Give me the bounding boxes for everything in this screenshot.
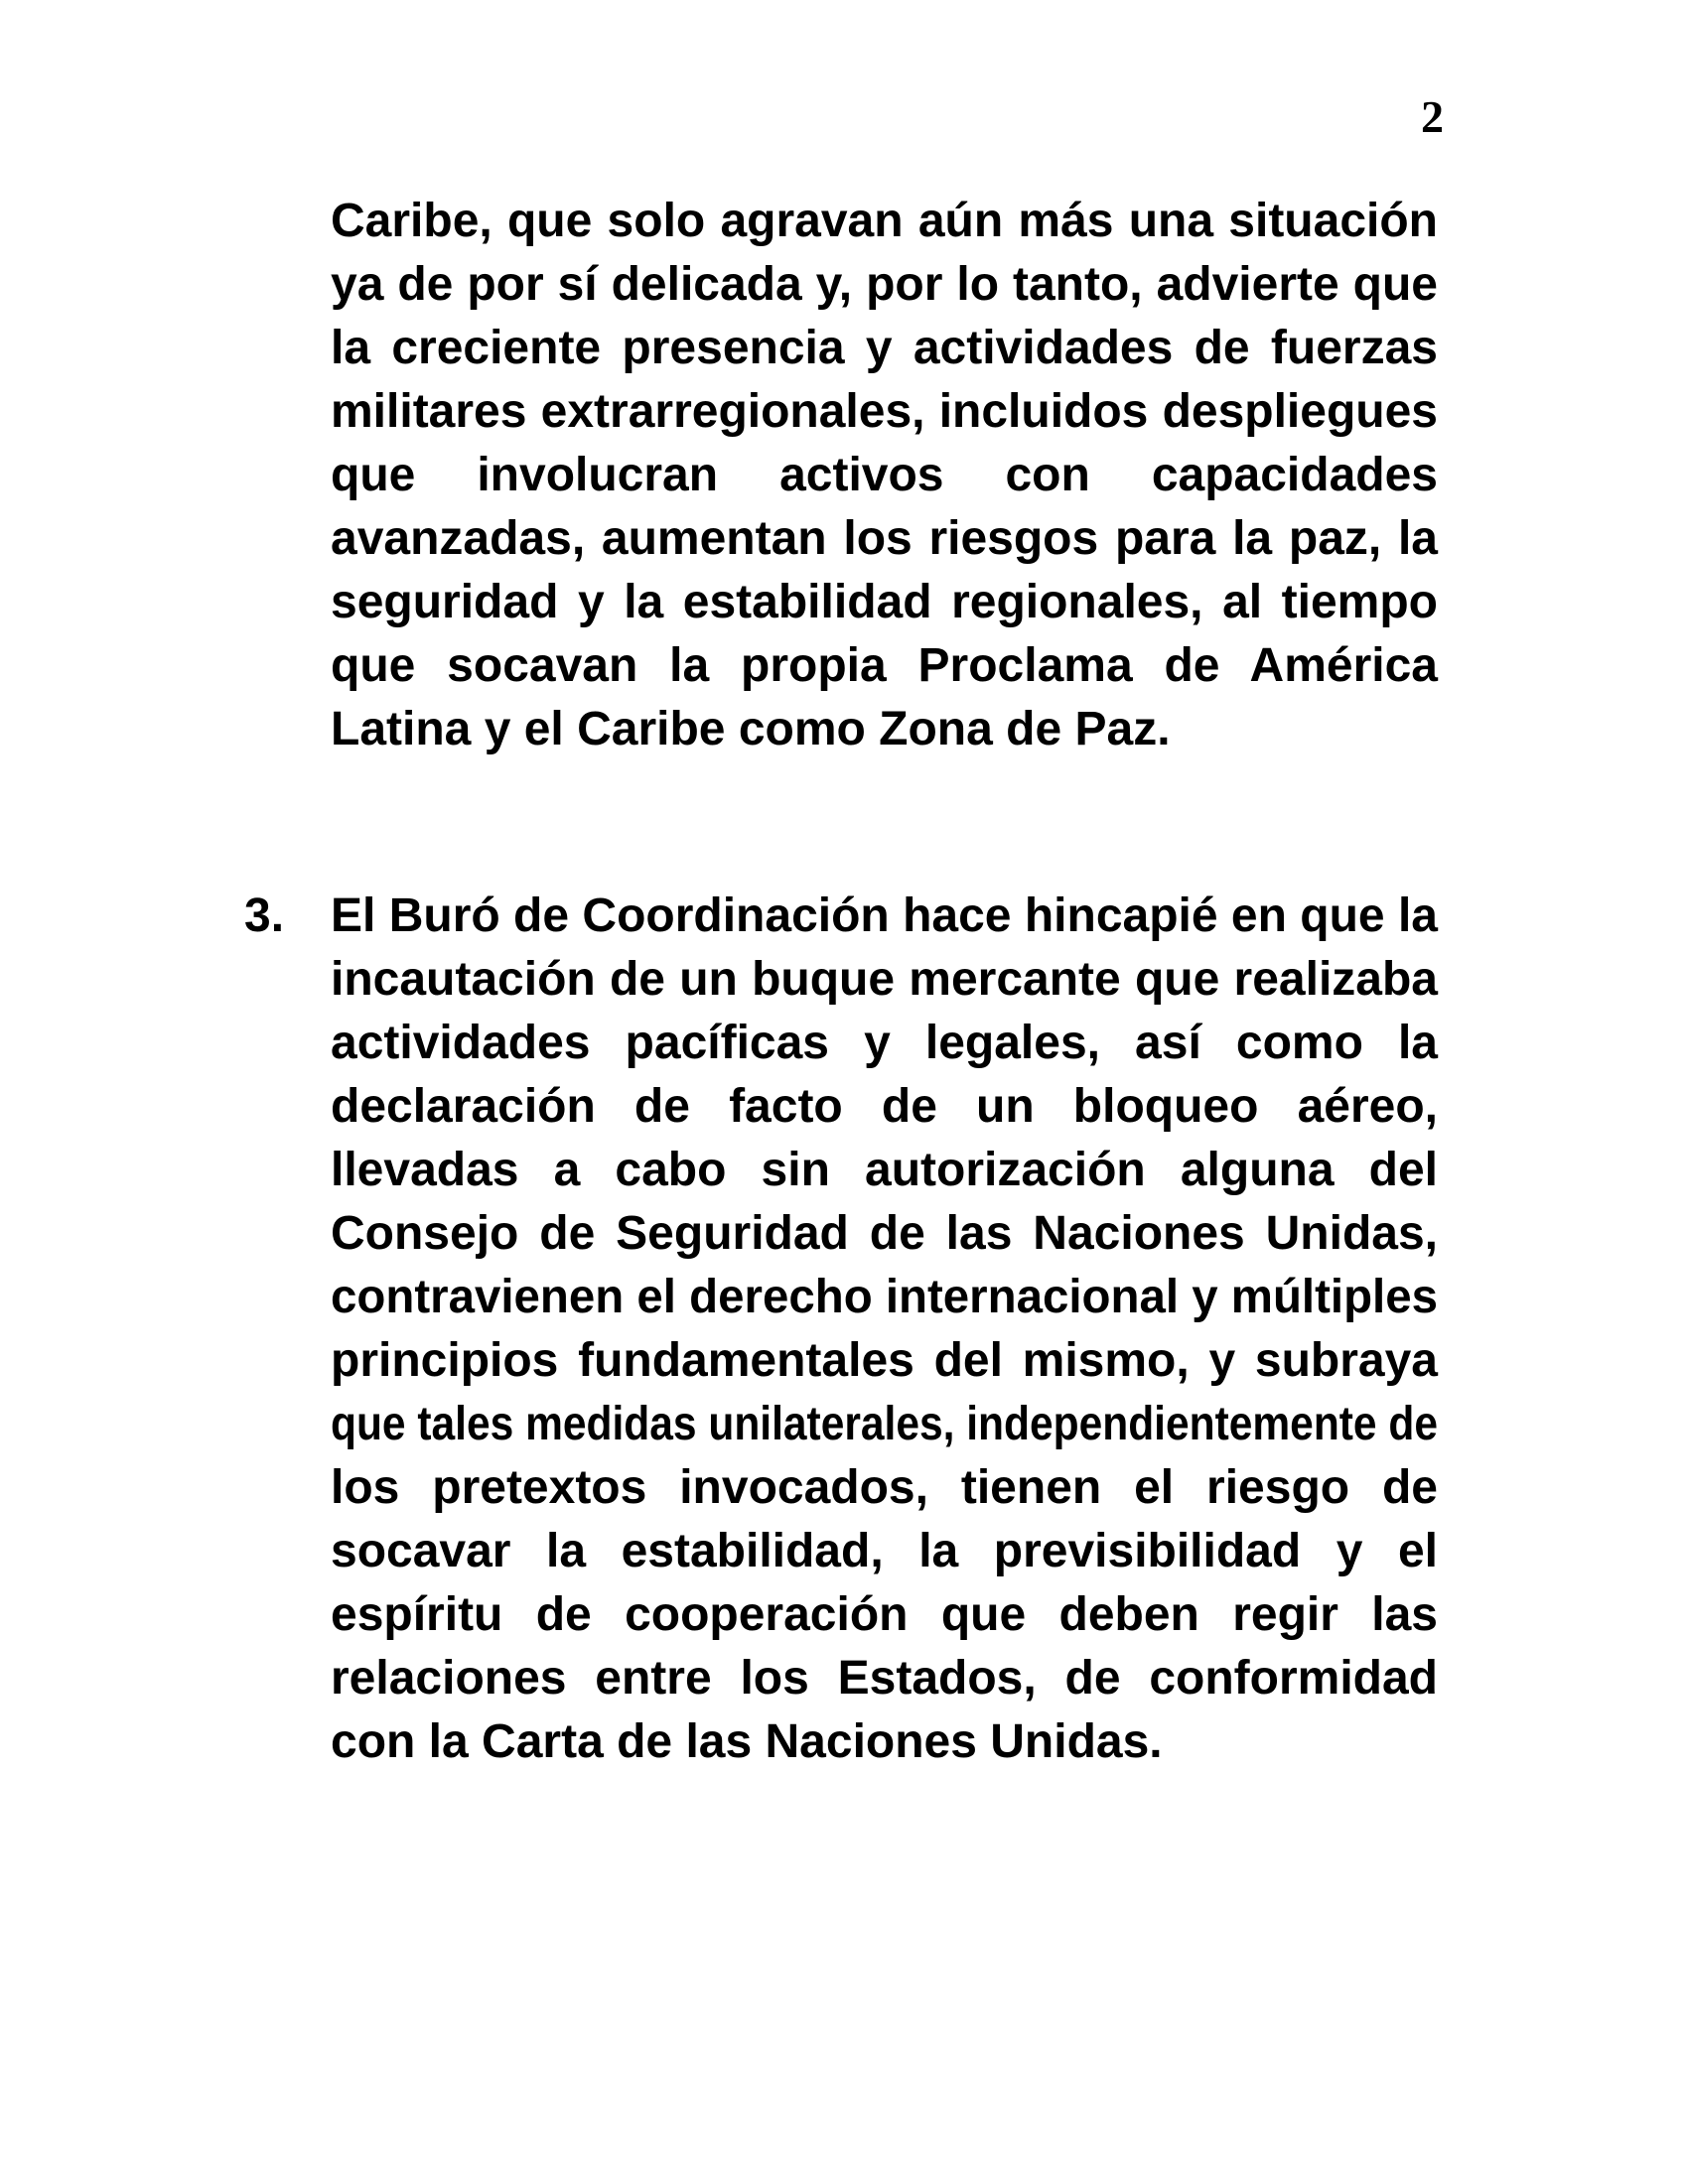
text-line: principios fundamentales del mismo, y subraya [331, 1334, 1438, 1387]
text-line: seguridad y la estabilidad regionales, al tiempo [331, 576, 1438, 628]
text-line: avanzadas, aumentan los riesgos para la paz, la [331, 512, 1438, 565]
text-line: llevadas a cabo sin autorización alguna del [331, 1144, 1438, 1196]
text-line: que involucran activos con capacidades [331, 449, 1438, 501]
page-number: 2 [1421, 91, 1444, 142]
text-line: contravienen el derecho internacional y múltiples [331, 1271, 1438, 1323]
text-line: que tales medidas unilaterales, independientemente de [331, 1398, 1438, 1450]
paragraph-item-3 [331, 885, 1438, 1774]
text-line: Latina y el Caribe como Zona de Paz. [331, 703, 1171, 755]
paragraph-continuation [331, 190, 1438, 761]
text-line: con la Carta de las Naciones Unidas. [331, 1715, 1163, 1768]
text-line: Caribe, que solo agravan aún más una situación [331, 195, 1438, 247]
text-line: espíritu de cooperación que deben regir las [331, 1588, 1438, 1641]
text-line: socavar la estabilidad, la previsibilidad y el [331, 1525, 1438, 1577]
text-line: que socavan la propia Proclama de América [331, 639, 1438, 692]
text-line: Consejo de Seguridad de las Naciones Unidas, [331, 1207, 1438, 1260]
text-line: El Buró de Coordinación hace hincapié en que la [331, 889, 1438, 942]
text-line: relaciones entre los Estados, de conformidad [331, 1652, 1438, 1705]
list-number-3: 3. [244, 889, 285, 942]
text-line: incautación de un buque mercante que realizaba [331, 953, 1438, 1006]
text-line: ya de por sí delicada y, por lo tanto, advierte que [331, 258, 1438, 311]
text-line: declaración de facto de un bloqueo aéreo, [331, 1080, 1438, 1133]
text-line: la creciente presencia y actividades de fuerzas [331, 322, 1438, 374]
text-line: los pretextos invocados, tienen el riesgo de [331, 1461, 1438, 1514]
text-line: militares extrarregionales, incluidos despliegues [331, 385, 1438, 438]
text-line: actividades pacíficas y legales, así como la [331, 1017, 1438, 1069]
